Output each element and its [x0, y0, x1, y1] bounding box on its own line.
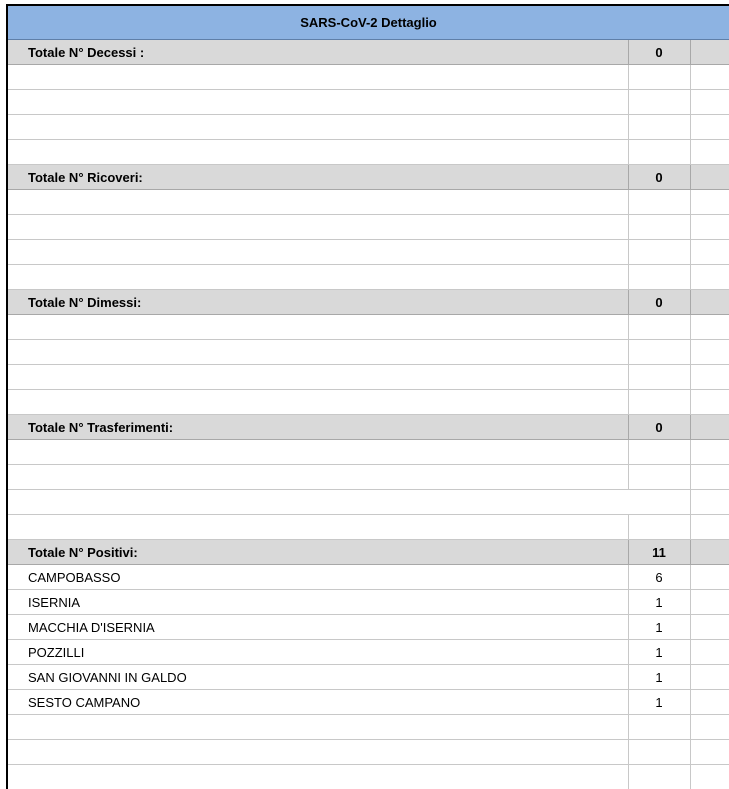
municipality-name: POZZILLI — [28, 644, 85, 660]
section-total: 0 — [655, 44, 663, 60]
municipality-name: CAMPOBASSO — [28, 569, 121, 585]
empty-row — [8, 340, 729, 365]
section-label: Totale N° Dimessi: — [28, 294, 142, 310]
section-total: 0 — [655, 169, 663, 185]
section-ricoveri-header — [8, 165, 729, 190]
empty-row — [8, 265, 729, 290]
empty-row — [8, 390, 729, 415]
municipality-count: 1 — [655, 669, 663, 685]
empty-row — [8, 90, 729, 115]
empty-row — [8, 240, 729, 265]
municipality-name: SESTO CAMPANO — [28, 694, 141, 710]
empty-row — [8, 715, 729, 740]
municipality-count: 1 — [655, 644, 663, 660]
table-row — [8, 665, 729, 690]
table-row — [8, 640, 729, 665]
section-total: 11 — [652, 544, 666, 560]
empty-row — [8, 765, 729, 789]
empty-row — [8, 515, 729, 540]
empty-row — [8, 440, 729, 465]
table-row — [8, 565, 729, 590]
municipality-name: SAN GIOVANNI IN GALDO — [28, 669, 187, 685]
empty-row — [8, 115, 729, 140]
municipality-name: ISERNIA — [28, 594, 81, 610]
empty-row — [8, 315, 729, 340]
spreadsheet — [6, 4, 729, 789]
section-positivi-header — [8, 540, 729, 565]
table-row — [8, 615, 729, 640]
sheet-title: SARS-CoV-2 Dettaglio — [8, 6, 729, 40]
empty-row — [8, 490, 729, 515]
table-row — [8, 690, 729, 715]
municipality-count: 6 — [655, 569, 663, 585]
empty-row — [8, 465, 729, 490]
section-label: Totale N° Decessi : — [28, 44, 145, 60]
section-decessi-header — [8, 40, 729, 65]
section-label: Totale N° Ricoveri: — [28, 169, 143, 185]
municipality-count: 1 — [655, 619, 663, 635]
table-row — [8, 590, 729, 615]
municipality-count: 1 — [655, 694, 663, 710]
empty-row — [8, 65, 729, 90]
section-label: Totale N° Positivi: — [28, 544, 138, 560]
empty-row — [8, 365, 729, 390]
section-dimessi-header — [8, 290, 729, 315]
section-total: 0 — [655, 294, 663, 310]
municipality-count: 1 — [655, 594, 663, 610]
municipality-name: MACCHIA D'ISERNIA — [28, 619, 155, 635]
empty-row — [8, 215, 729, 240]
section-trasferimenti-header — [8, 415, 729, 440]
empty-row — [8, 190, 729, 215]
section-label: Totale N° Trasferimenti: — [28, 419, 174, 435]
empty-row — [8, 740, 729, 765]
empty-row — [8, 140, 729, 165]
section-total: 0 — [655, 419, 663, 435]
